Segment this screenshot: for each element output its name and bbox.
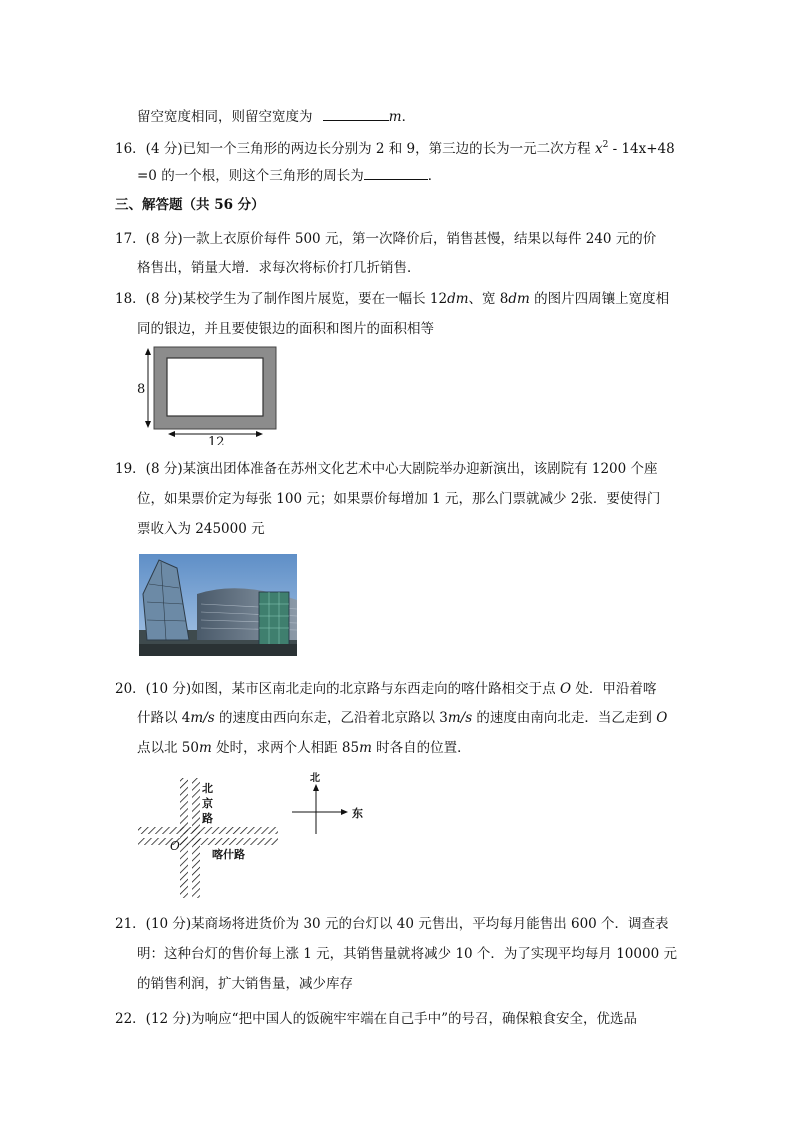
q16-line2: =0 的一个根，则这个三角形的周长为 ．: [137, 165, 441, 185]
q17-line2: 格售出，销量大增．求每次将标价打几折销售．: [137, 260, 421, 276]
beijing-road-char-3: 路: [202, 812, 213, 825]
beijing-road-char-2: 京: [202, 797, 213, 810]
q20-line2: 什路以 4m/s 的速度由西向东走，乙沿着北京路以 3m/s 的速度由南向北走．当乙走到 O: [137, 710, 668, 726]
q17-line1: 17．(8 分)一款上衣原价每件 500 元，第一次降价后，销售甚慢，结果以每件 240 元的价: [115, 231, 657, 247]
q19-line1: 19．(8 分)某演出团体准备在苏州文化艺术中心大剧院举办迎新演出，该剧院有 1200 个座: [115, 461, 658, 477]
picture-area: [167, 358, 263, 416]
beijing-road-char-1: 北: [202, 782, 213, 795]
width-label: 12: [208, 435, 225, 445]
kashi-road-label: 喀什路: [212, 848, 245, 861]
q15-continuation: 留空宽度相同，则留空宽度为 m．: [137, 106, 415, 126]
width-arrow-head-right: [256, 431, 263, 437]
point-o-label: O: [170, 839, 180, 853]
q21-line1: 21．(10 分)某商场将进货价为 30 元的台灯以 40 元售出，平均每月能售出 600 个．调查表: [115, 916, 669, 932]
q19-line3: 票收入为 245000 元: [137, 521, 265, 537]
q19-line2: 位，如果票价定为每张 100 元；如果票价每增加 1 元，那么门票就减少 2张．要使得门: [137, 491, 661, 507]
kashi-road-north-edge: [138, 827, 278, 834]
compass-north-label: 北: [310, 773, 320, 784]
q22-line1: 22．(12 分)为响应“把中国人的饭碗牢牢端在自己手中”的号召，确保粮食安全，优选品: [115, 1011, 637, 1027]
height-arrow-head-top: [145, 348, 151, 355]
kashi-road-south-edge: [138, 838, 278, 845]
answer-blank: [364, 165, 428, 180]
q18-line1: 18．(8 分)某校学生为了制作图片展览，要在一幅长 12dm、宽 8dm 的图片四周镶上宽度相: [115, 291, 670, 307]
height-arrow-head-bottom: [145, 421, 151, 428]
q18-line2: 同的银边，并且要使银边的面积和图片的面积相等: [137, 321, 434, 337]
compass-east-arrow: [341, 809, 348, 815]
height-label: 8: [137, 382, 146, 397]
answer-blank: [323, 106, 389, 121]
q16-line1: 16．(4 分)已知一个三角形的两边长分别为 2 和 9，第三边的长为一元二次方程 $x^2 - 14x+48$: [115, 140, 675, 157]
compass-east-label: 东: [352, 807, 363, 820]
width-arrow-head-left: [168, 431, 175, 437]
q21-line3: 的销售利润，扩大销售量，减少库存: [137, 976, 353, 992]
q20-line3: 点以北 50m 处时，求两个人相距 85m 时各自的位置．: [137, 740, 471, 756]
compass-north-arrow: [313, 784, 319, 791]
section-heading: 三、解答题（共 56 分）: [115, 197, 265, 213]
q21-line2: 明：这种台灯的售价每上涨 1 元，其销售量就将减少 10 个．为了实现平均每月 10000 元: [137, 946, 677, 962]
q20-line1: 20．(10 分)如图，某市区南北走向的北京路与东西走向的喀什路相交于点 O 处．甲沿着喀: [115, 681, 657, 697]
road-intersection-figure: [134, 770, 374, 900]
theater-photo: [139, 554, 297, 656]
picture-frame-figure: [130, 345, 290, 445]
